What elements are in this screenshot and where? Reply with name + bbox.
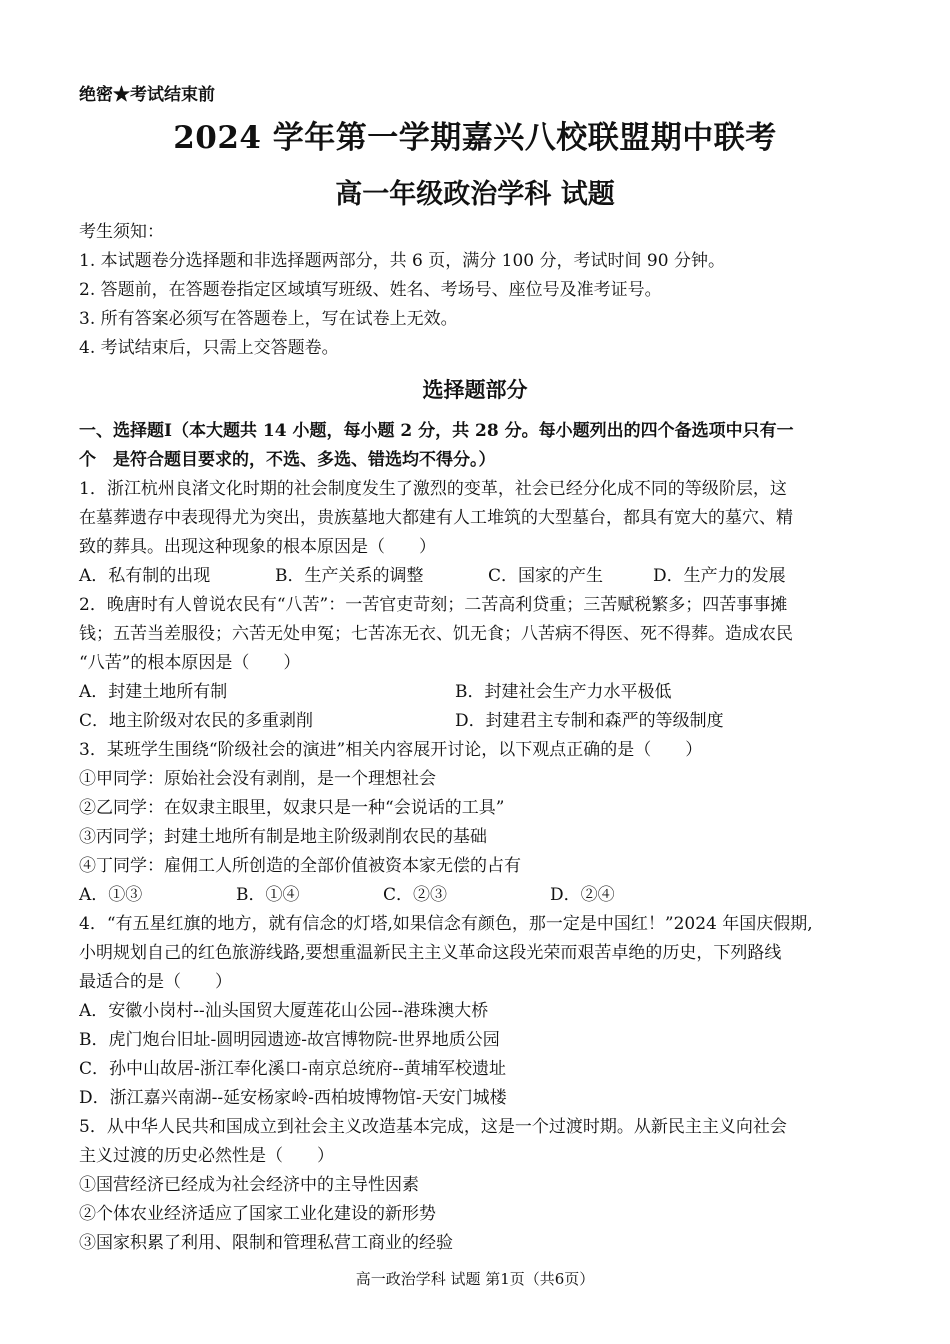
- question-3: [79, 736, 875, 910]
- option-c: C．地主阶级对农民的多重剥削: [79, 711, 314, 731]
- statement: ③国家积累了利用、限制和管理私营工商业的经验: [79, 1233, 453, 1253]
- page-footer: 高一政治学科 试题 第1页（共6页）: [355, 1270, 595, 1288]
- question-text: 小明规划自己的红色旅游线路,要想重温新民主主义革命这段光荣而艰苦卓绝的历史，下列路线: [79, 943, 782, 963]
- question-1: [79, 475, 875, 591]
- option-b: B．虎门炮台旧址-圆明园遗迹-故宫博物院-世界地质公园: [79, 1030, 500, 1050]
- option-d: D．浙江嘉兴南湖--延安杨家岭-西柏坡博物馆-天安门城楼: [79, 1088, 507, 1108]
- statement: ②个体农业经济适应了国家工业化建设的新形势: [79, 1204, 436, 1224]
- option-a: A．私有制的出现: [79, 566, 211, 586]
- question-text: 钱；五苦当差服役；六苦无处申冤；七苦冻无衣、饥无食；八苦病不得医、死不得葬。造成农民: [79, 624, 793, 644]
- option-d: D．生产力的发展: [653, 566, 786, 586]
- option-d: D．②④: [550, 885, 615, 905]
- statement: ①甲同学：原始社会没有剥削，是一个理想社会: [79, 769, 436, 789]
- statement: ①国营经济已经成为社会经济中的主导性因素: [79, 1175, 419, 1195]
- option-c: C．②③: [383, 885, 448, 905]
- question-text: 3．某班学生围绕“阶级社会的演进”相关内容展开讨论，以下观点正确的是（ ）: [79, 740, 703, 760]
- notice-heading: 考生须知：: [79, 222, 164, 242]
- questions-body: [79, 417, 875, 1258]
- options-row: [79, 707, 875, 736]
- question-4: [79, 910, 875, 1113]
- statement: ④丁同学：雇佣工人所创造的全部价值被资本家无偿的占有: [79, 856, 521, 876]
- notice-item: 3. 所有答案必须写在答题卷上，写在试卷上无效。: [79, 309, 458, 329]
- confidential-label: 绝密★考试结束前: [79, 85, 215, 105]
- statement: ③丙同学；封建土地所有制是地主阶级剥削农民的基础: [79, 827, 487, 847]
- question-text: 主义过渡的历史必然性是（ ）: [79, 1146, 334, 1166]
- question-2: [79, 591, 875, 736]
- question-text: 最适合的是（ ）: [79, 972, 232, 992]
- option-a: A．①③: [79, 885, 143, 905]
- option-c: C．孙中山故居-浙江奉化溪口-南京总统府--黄埔军校遗址: [79, 1059, 506, 1079]
- statement: ②乙同学：在奴隶主眼里，奴隶只是一种“会说话的工具”: [79, 798, 505, 818]
- option-c: C．国家的产生: [488, 566, 604, 586]
- question-text: 2．晚唐时有人曾说农民有“八苦”：一苦官吏苛刻；二苦高利贷重；三苦赋税繁多；四苦事事摊: [79, 595, 788, 615]
- options-row: [79, 562, 875, 591]
- options-row: [79, 881, 875, 910]
- question-text: 在墓葬遗存中表现得尤为突出，贵族墓地大都建有人工堆筑的大型墓台，都具有宽大的墓穴、精: [79, 508, 793, 528]
- instruction-line: 个 是符合题目要求的，不选、多选、错选均不得分。）: [79, 450, 496, 470]
- question-text: 1．浙江杭州良渚文化时期的社会制度发生了激烈的变革，社会已经分化成不同的等级阶层，这: [79, 479, 787, 499]
- notice-item: 2. 答题前，在答题卷指定区域填写班级、姓名、考场号、座位号及准考证号。: [79, 280, 662, 300]
- option-d: D．封建君主专制和森严的等级制度: [455, 711, 724, 731]
- question-text: 5．从中华人民共和国成立到社会主义改造基本完成，这是一个过渡时期。从新民主主义向社会: [79, 1117, 787, 1137]
- exam-subtitle: 高一年级政治学科 试题: [335, 179, 615, 210]
- option-b: B．封建社会生产力水平极低: [455, 682, 672, 702]
- instruction-line: 一、选择题Ⅰ（本大题共 14 小题，每小题 2 分，共 28 分。每小题列出的四个备选项中只有一: [79, 421, 794, 441]
- options-row: [79, 678, 875, 707]
- option-a: A．安徽小岗村--汕头国贸大厦莲花山公园--港珠澳大桥: [79, 1001, 489, 1021]
- question-text: 致的葬具。出现这种现象的根本原因是（ ）: [79, 537, 436, 557]
- section-title: 选择题部分: [422, 377, 528, 402]
- exam-title: 2024 学年第一学期嘉兴八校联盟期中联考: [173, 120, 777, 156]
- candidate-notice: [79, 218, 879, 363]
- question-text: “八苦”的根本原因是（ ）: [79, 653, 301, 673]
- option-a: A．封建土地所有制: [79, 682, 228, 702]
- question-text: 4．“有五星红旗的地方，就有信念的灯塔,如果信念有颜色，那一定是中国红！”2024 年国庆假期,: [79, 914, 813, 934]
- question-5: [79, 1113, 875, 1258]
- notice-item: 4. 考试结束后，只需上交答题卷。: [79, 338, 339, 358]
- notice-item: 1. 本试题卷分选择题和非选择题两部分，共 6 页，满分 100 分，考试时间 90 分钟。: [79, 251, 725, 271]
- option-b: B．生产关系的调整: [275, 566, 424, 586]
- option-b: B．①④: [236, 885, 300, 905]
